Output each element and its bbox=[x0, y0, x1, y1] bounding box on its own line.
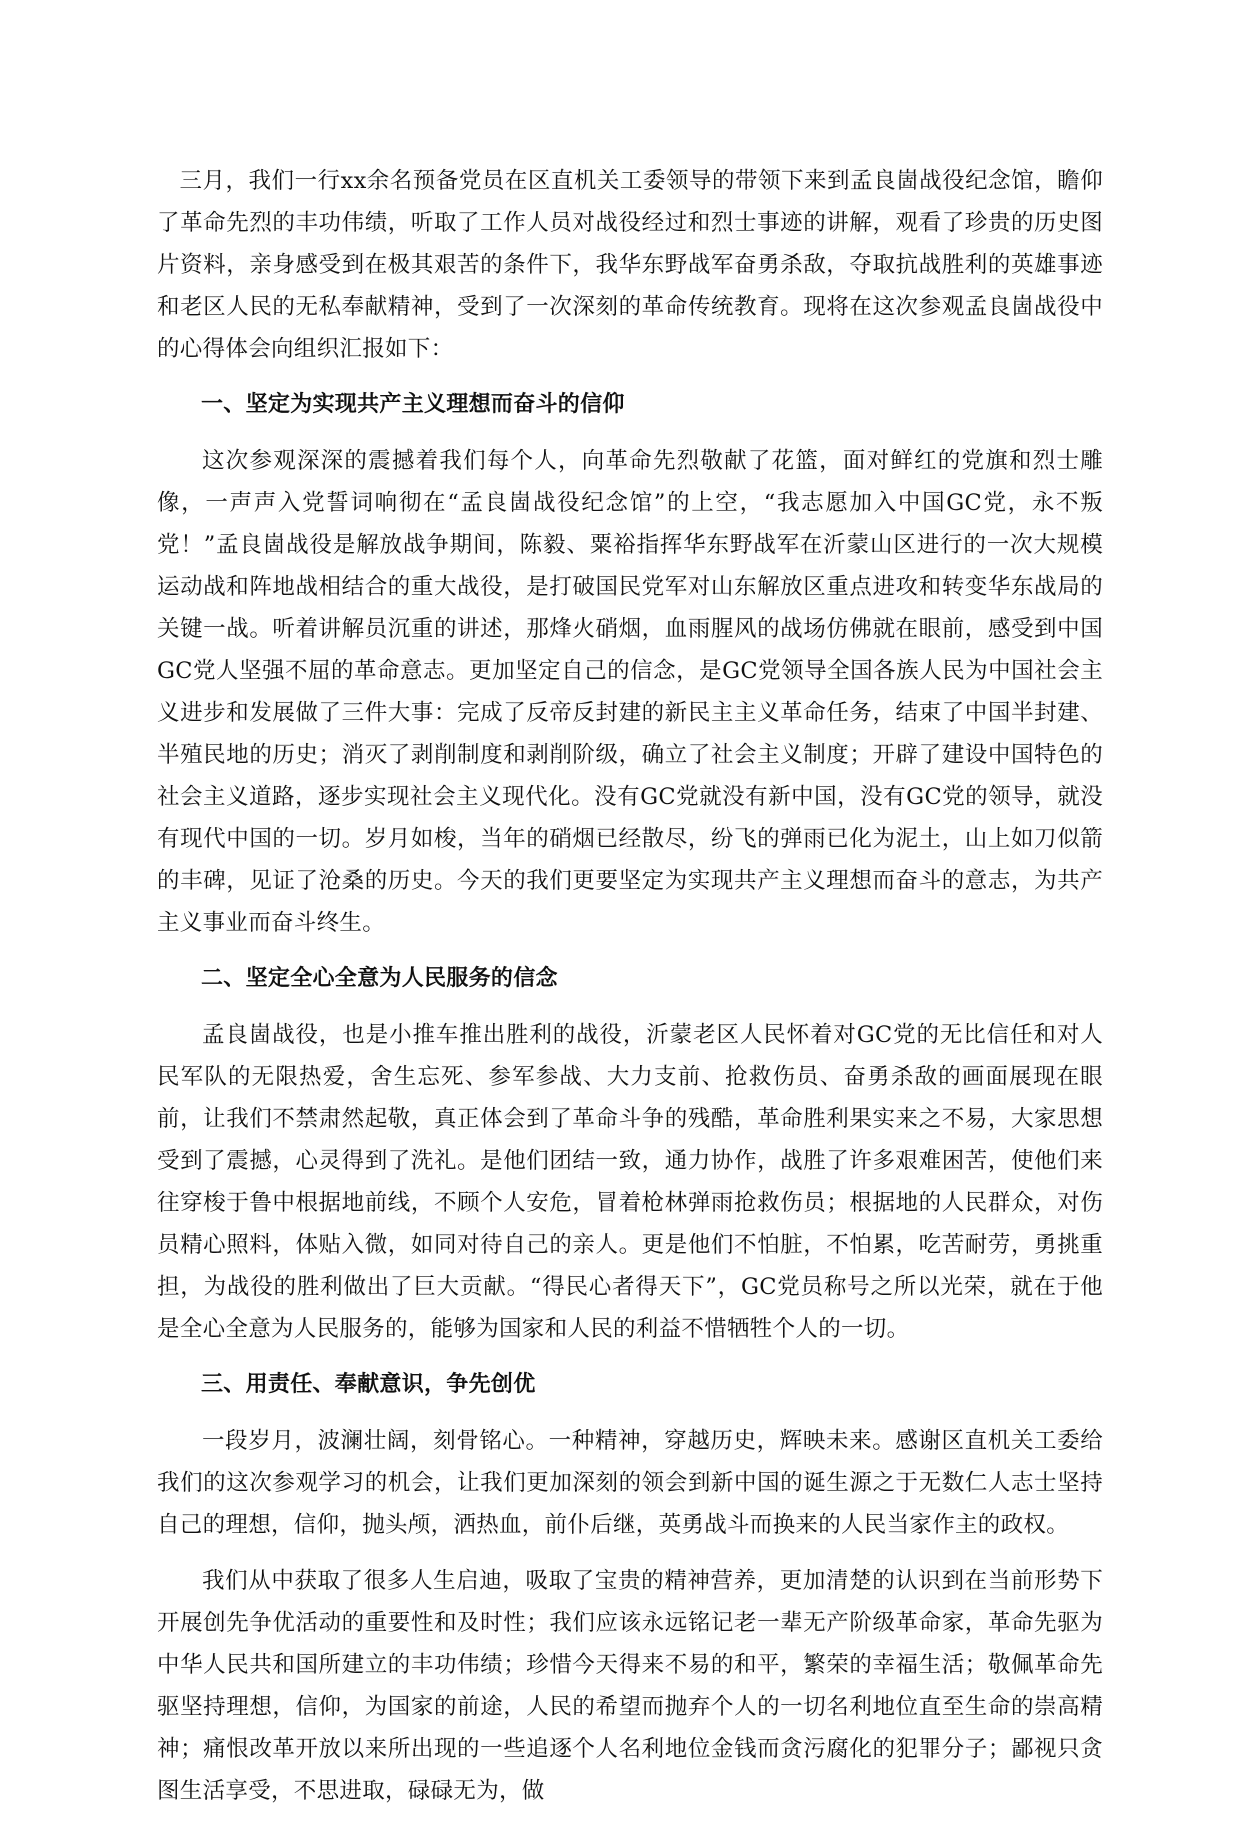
document-page bbox=[157, 160, 1103, 1826]
section-3-paragraph-2: 我们从中获取了很多人生启迪，吸取了宝贵的精神营养，更加清楚的认识到在当前形势下开展创先争优活动的重要性和及时性；我们应该永远铭记老一辈无产阶级革命家，革命先驱为中华人民共和国所建立的丰功伟绩；珍惜今天得来不易的和平，繁荣的幸福生活；敬佩革命先驱坚持理想，信仰，为国家的前途，人民的希望而抛弃个人的一切名利地位直至生命的崇高精神；痛恨改革开放以来所出现的一些追逐个人名利地位金钱而贪污腐化的犯罪分子；鄙视只贪图生活享受，不思进取，碌碌无为，做 bbox=[157, 1568, 1103, 1804]
section-heading-2: 二、坚定全心全意为人民服务的信念 bbox=[201, 966, 558, 991]
section-heading-3: 三、用责任、奉献意识，争先创优 bbox=[201, 1372, 536, 1397]
section-2-paragraph: 孟良崮战役，也是小推车推出胜利的战役，沂蒙老区人民怀着对GC党的无比信任和对人民军队的无限热爱，舍生忘死、参军参战、大力支前、抢救伤员、奋勇杀敌的画面展现在眼前，让我们不禁肃然起敬，真正体会到了革命斗争的残酷，革命胜利果实来之不易，大家思想受到了震撼，心灵得到了洗礼。是他们团结一致，通力协作，战胜了许多艰难困苦，使他们来往穿梭于鲁中根据地前线，不顾个人安危，冒着枪林弹雨抢救伤员；根据地的人民群众，对伤员精心照料，体贴入微，如同对待自己的亲人。更是他们不怕脏，不怕累，吃苦耐劳，勇挑重担，为战役的胜利做出了巨大贡献。“得民心者得天下”，GC党员称号之所以光荣，就在于他是全心全意为人民服务的，能够为国家和人民的利益不惜牺牲个人的一切。 bbox=[157, 1022, 1103, 1342]
section-heading-1: 一、坚定为实现共产主义理想而奋斗的信仰 bbox=[201, 392, 625, 417]
section-1-paragraph: 这次参观深深的震撼着我们每个人，向革命先烈敬献了花篮，面对鲜红的党旗和烈士雕像，一声声入党誓词响彻在“孟良崮战役纪念馆”的上空，“我志愿加入中国GC党，永不叛党！”孟良崮战役是解放战争期间，陈毅、粟裕指挥华东野战军在沂蒙山区进行的一次大规模运动战和阵地战相结合的重大战役，是打破国民党军对山东解放区重点进攻和转变华东战局的关键一战。听着讲解员沉重的讲述，那烽火硝烟，血雨腥风的战场仿佛就在眼前，感受到中国GC党人坚强不屈的革命意志。更加坚定自己的信念，是GC党领导全国各族人民为中国社会主义进步和发展做了三件大事：完成了反帝反封建的新民主主义革命任务，结束了中国半封建、半殖民地的历史；消灭了剥削制度和剥削阶级，确立了社会主义制度；开辟了建设中国特色的社会主义道路，逐步实现社会主义现代化。没有GC党就没有新中国，没有GC党的领导，就没有现代中国的一切。岁月如梭，当年的硝烟已经散尽，纷飞的弹雨已化为泥土，山上如刀似箭的丰碑，见证了沧桑的历史。今天的我们更要坚定为实现共产主义理想而奋斗的意志，为共产主义事业而奋斗终生。 bbox=[157, 448, 1103, 936]
intro-paragraph: 三月，我们一行xx余名预备党员在区直机关工委领导的带领下来到孟良崮战役纪念馆，瞻仰了革命先烈的丰功伟绩，听取了工作人员对战役经过和烈士事迹的讲解，观看了珍贵的历史图片资料，亲身感受到在极其艰苦的条件下，我华东野战军奋勇杀敌，夺取抗战胜利的英雄事迹和老区人民的无私奉献精神，受到了一次深刻的革命传统教育。现将在这次参观孟良崮战役中的心得体会向组织汇报如下： bbox=[157, 168, 1103, 362]
section-3-paragraph-1: 一段岁月，波澜壮阔，刻骨铭心。一种精神，穿越历史，辉映未来。感谢区直机关工委给我们的这次参观学习的机会，让我们更加深刻的领会到新中国的诞生源之于无数仁人志士坚持自己的理想，信仰，抛头颅，洒热血，前仆后继，英勇战斗而换来的人民当家作主的政权。 bbox=[157, 1428, 1103, 1538]
